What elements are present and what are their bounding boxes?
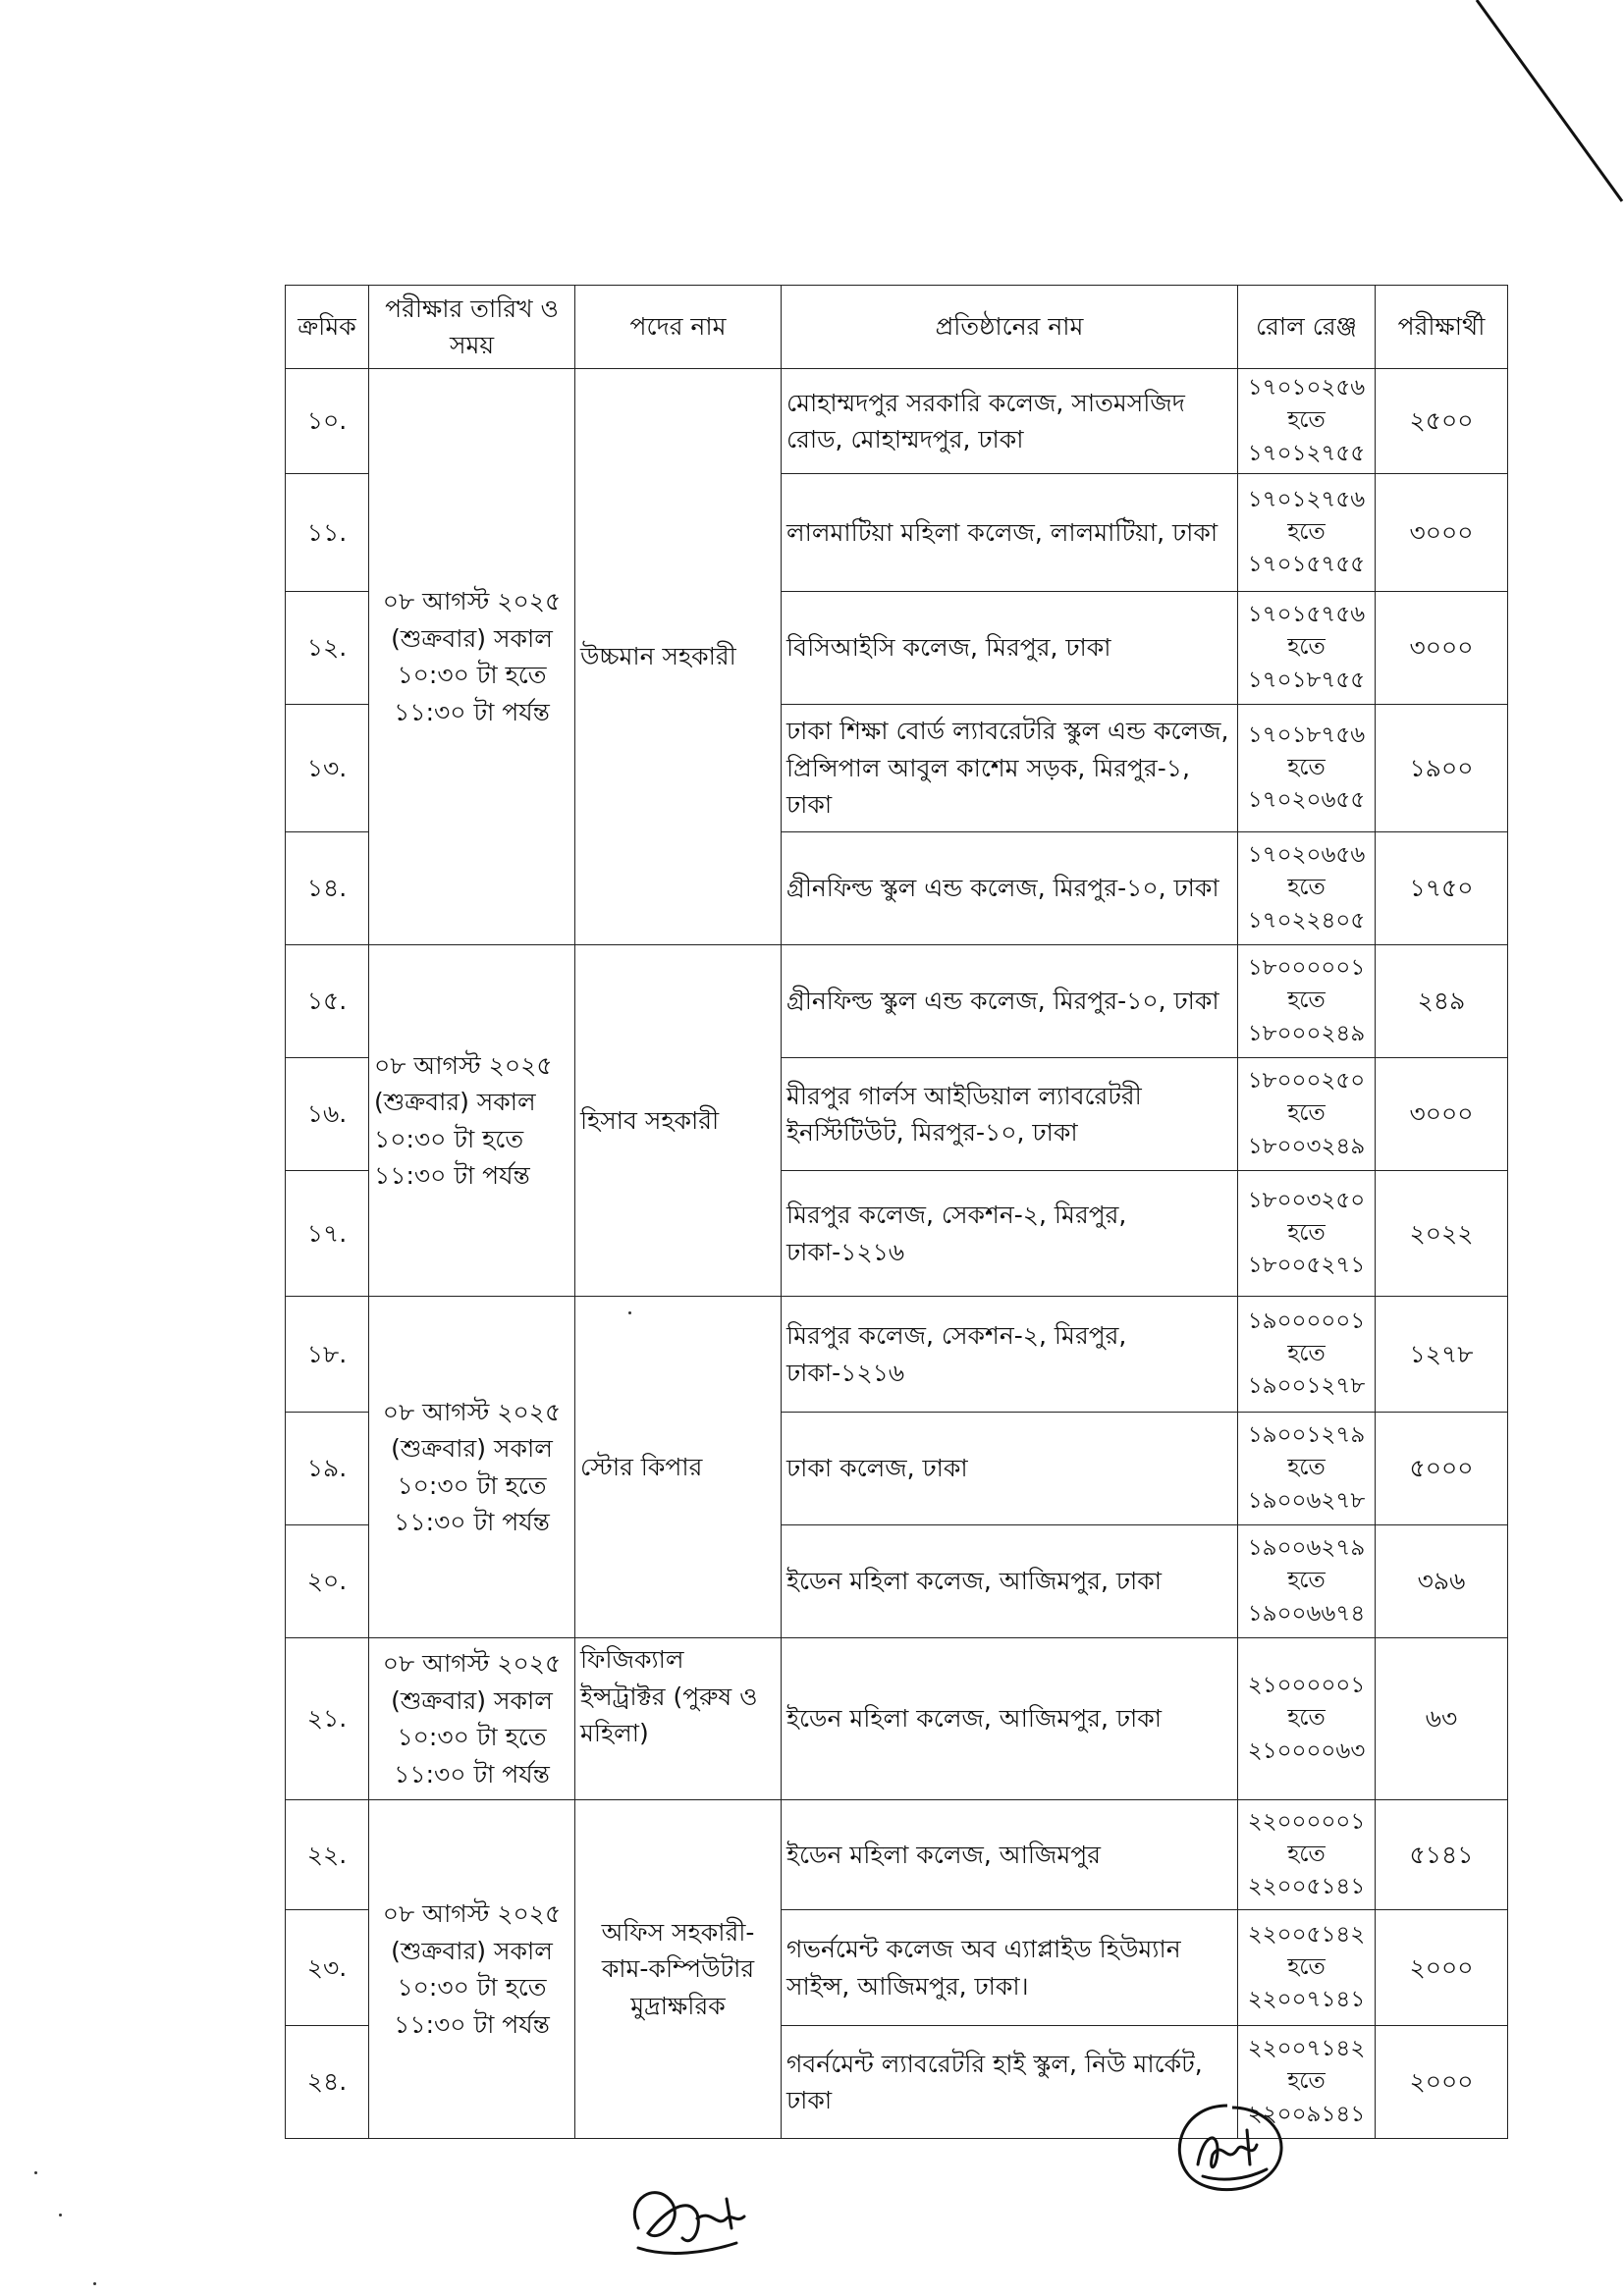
table-row bbox=[286, 1638, 1508, 1800]
range-separator: হতে bbox=[1287, 634, 1326, 661]
candidates-cell: ২০০০ bbox=[1376, 2026, 1508, 2139]
serial-cell: ১৪. bbox=[286, 832, 369, 945]
roll-to: ২১০০০০৬৩ bbox=[1247, 1737, 1366, 1764]
roll-from: ১৯০০৬২৭৯ bbox=[1247, 1535, 1366, 1562]
roll-range-cell bbox=[1238, 1525, 1376, 1638]
serial-cell: ১২. bbox=[286, 592, 369, 705]
roll-to: ১৭০১৮৭৫৫ bbox=[1247, 667, 1366, 693]
range-separator: হতে bbox=[1287, 1455, 1326, 1481]
range-separator: হতে bbox=[1287, 875, 1326, 901]
serial-cell: ১৫. bbox=[286, 945, 369, 1058]
roll-to: ২২০০৭১৪১ bbox=[1247, 1987, 1366, 2013]
institution-cell: ঢাকা শিক্ষা বোর্ড ল্যাবরেটরি স্কুল এন্ড কলেজ, প্রিন্সিপাল আবুল কাশেম সড়ক, মিরপুর-১, ঢাকা bbox=[782, 705, 1238, 832]
roll-to: ১৯০০৬২৭৮ bbox=[1247, 1487, 1366, 1514]
range-separator: হতে bbox=[1287, 1953, 1326, 1980]
table-row bbox=[286, 1297, 1508, 1413]
institution-cell: ঢাকা কলেজ, ঢাকা bbox=[782, 1413, 1238, 1525]
roll-from: ১৮০০৩২৫০ bbox=[1247, 1187, 1366, 1213]
header-candidates: পরীক্ষার্থী bbox=[1376, 286, 1508, 369]
institution-cell: ইডেন মহিলা কলেজ, আজিমপুর, ঢাকা bbox=[782, 1638, 1238, 1800]
roll-range-cell bbox=[1238, 1297, 1376, 1413]
roll-from: ২২০০৫১৪২ bbox=[1247, 1921, 1366, 1948]
scan-dot bbox=[93, 2282, 96, 2285]
header-institution: প্রতিষ্ঠানের নাম bbox=[782, 286, 1238, 369]
corner-fold-line bbox=[1467, 0, 1624, 216]
roll-range-cell bbox=[1238, 832, 1376, 945]
candidates-cell: ২০০০ bbox=[1376, 1910, 1508, 2026]
roll-range-cell bbox=[1238, 1171, 1376, 1297]
roll-from: ২২০০০০০১ bbox=[1247, 1808, 1366, 1835]
roll-range-cell bbox=[1238, 1638, 1376, 1800]
candidates-cell: ২৫০০ bbox=[1376, 369, 1508, 474]
serial-cell: ১৬. bbox=[286, 1058, 369, 1171]
institution-cell: লালমাটিয়া মহিলা কলেজ, লালমাটিয়া, ঢাকা bbox=[782, 474, 1238, 592]
serial-cell: ১৩. bbox=[286, 705, 369, 832]
institution-cell: মিরপুর কলেজ, সেকশন-২, মিরপুর, ঢাকা-১২১৬ bbox=[782, 1297, 1238, 1413]
candidates-cell: ৩০০০ bbox=[1376, 474, 1508, 592]
serial-cell: ২৪. bbox=[286, 2026, 369, 2139]
candidates-cell: ৫০০০ bbox=[1376, 1413, 1508, 1525]
candidates-cell: ১৯০০ bbox=[1376, 705, 1508, 832]
roll-to: ১৭০২০৬৫৫ bbox=[1247, 787, 1366, 814]
roll-to: ১৭০২২৪০৫ bbox=[1247, 907, 1366, 934]
roll-from: ১৭০১৫৭৫৬ bbox=[1247, 602, 1366, 628]
roll-to: ১৭০১২৭৫৫ bbox=[1247, 440, 1366, 466]
candidates-cell: ৬৩ bbox=[1376, 1638, 1508, 1800]
roll-from: ২২০০৭১৪২ bbox=[1247, 2036, 1366, 2062]
scan-dot bbox=[34, 2171, 37, 2174]
roll-from: ১৮০০০২৫০ bbox=[1247, 1068, 1366, 1095]
serial-cell: ১৭. bbox=[286, 1171, 369, 1297]
roll-to: ১৭০১৫৭৫৫ bbox=[1247, 552, 1366, 578]
table-row bbox=[286, 1800, 1508, 1910]
post-name-cell: ফিজিক্যাল ইন্সট্রাক্টর (পুরুষ ও মহিলা) bbox=[575, 1638, 782, 1800]
roll-range-cell bbox=[1238, 592, 1376, 705]
serial-cell: ২০. bbox=[286, 1525, 369, 1638]
signature-left bbox=[619, 2160, 766, 2268]
roll-to: ১৯০০১২৭৮ bbox=[1247, 1373, 1366, 1400]
institution-cell: মীরপুর গার্লস আইডিয়াল ল্যাবরেটরী ইনস্টিটিউট, মিরপুর-১০, ঢাকা bbox=[782, 1058, 1238, 1171]
roll-range-cell bbox=[1238, 945, 1376, 1058]
candidates-cell: ৩৯৬ bbox=[1376, 1525, 1508, 1638]
range-separator: হতে bbox=[1287, 988, 1326, 1014]
range-separator: হতে bbox=[1287, 407, 1326, 434]
range-separator: হতে bbox=[1287, 754, 1326, 780]
candidates-cell: ৫১৪১ bbox=[1376, 1800, 1508, 1910]
header-serial: ক্রমিক bbox=[286, 286, 369, 369]
post-name-cell: অফিস সহকারী-কাম-কম্পিউটার মুদ্রাক্ষরিক bbox=[575, 1800, 782, 2139]
scan-dot bbox=[628, 1311, 631, 1314]
table-row bbox=[286, 945, 1508, 1058]
roll-range-cell bbox=[1238, 1058, 1376, 1171]
header-post: পদের নাম bbox=[575, 286, 782, 369]
roll-to: ১৮০০০২৪৯ bbox=[1247, 1020, 1366, 1046]
candidates-cell: ৩০০০ bbox=[1376, 1058, 1508, 1171]
table-header-row bbox=[286, 286, 1508, 369]
exam-date-cell: ০৮ আগস্ট ২০২৫ (শুক্রবার) সকাল ১০:৩০ টা হতে ১১:৩০ টা পর্যন্ত bbox=[369, 1638, 575, 1800]
serial-cell: ১০. bbox=[286, 369, 369, 474]
header-roll-range: রোল রেঞ্জ bbox=[1238, 286, 1376, 369]
range-separator: হতে bbox=[1287, 1568, 1326, 1594]
serial-cell: ১৮. bbox=[286, 1297, 369, 1413]
candidates-cell: ৩০০০ bbox=[1376, 592, 1508, 705]
roll-to: ১৮০০৩২৪৯ bbox=[1247, 1133, 1366, 1159]
signature-right bbox=[1164, 2096, 1291, 2204]
exam-date-cell: ০৮ আগস্ট ২০২৫ (শুক্রবার) সকাল ১০:৩০ টা হতে ১১:৩০ টা পর্যন্ত bbox=[369, 1800, 575, 2139]
roll-from: ১৯০০০০০১ bbox=[1247, 1308, 1366, 1334]
range-separator: হতে bbox=[1287, 518, 1326, 545]
range-separator: হতে bbox=[1287, 2068, 1326, 2095]
roll-from: ১৮০০০০০১ bbox=[1247, 955, 1366, 982]
exam-date-cell: ০৮ আগস্ট ২০২৫ (শুক্রবার) সকাল ১০:৩০ টা হতে ১১:৩০ টা পর্যন্ত bbox=[369, 1297, 575, 1638]
roll-from: ১৭০১৮৭৫৬ bbox=[1247, 721, 1366, 748]
institution-cell: বিসিআইসি কলেজ, মিরপুর, ঢাকা bbox=[782, 592, 1238, 705]
institution-cell: মিরপুর কলেজ, সেকশন-২, মিরপুর, ঢাকা-১২১৬ bbox=[782, 1171, 1238, 1297]
institution-cell: ইডেন মহিলা কলেজ, আজিমপুর bbox=[782, 1800, 1238, 1910]
range-separator: হতে bbox=[1287, 1340, 1326, 1366]
post-name-cell: হিসাব সহকারী bbox=[575, 945, 782, 1297]
post-name-cell: স্টোর কিপার bbox=[575, 1297, 782, 1638]
candidates-cell: ২০২২ bbox=[1376, 1171, 1508, 1297]
roll-to: ২২০০৯১৪১ bbox=[1247, 2101, 1366, 2127]
range-separator: হতে bbox=[1287, 1705, 1326, 1732]
roll-from: ১৯০০১২৭৯ bbox=[1247, 1422, 1366, 1449]
table-row bbox=[286, 369, 1508, 474]
range-separator: হতে bbox=[1287, 1841, 1326, 1867]
roll-from: ১৭০২০৬৫৬ bbox=[1247, 842, 1366, 869]
roll-from: ১৭০১০২৫৬ bbox=[1247, 375, 1366, 400]
exam-date-cell: ০৮ আগস্ট ২০২৫ (শুক্রবার) সকাল ১০:৩০ টা হতে ১১:৩০ টা পর্যন্ত bbox=[369, 369, 575, 945]
roll-range-cell bbox=[1238, 705, 1376, 832]
serial-cell: ২৩. bbox=[286, 1910, 369, 2026]
institution-cell: গ্রীনফিল্ড স্কুল এন্ড কলেজ, মিরপুর-১০, ঢাকা bbox=[782, 945, 1238, 1058]
institution-cell: ইডেন মহিলা কলেজ, আজিমপুর, ঢাকা bbox=[782, 1525, 1238, 1638]
roll-from: ১৭০১২৭৫৬ bbox=[1247, 486, 1366, 512]
serial-cell: ২১. bbox=[286, 1638, 369, 1800]
candidates-cell: ১৭৫০ bbox=[1376, 832, 1508, 945]
post-name-cell: উচ্চমান সহকারী bbox=[575, 369, 782, 945]
serial-cell: ২২. bbox=[286, 1800, 369, 1910]
roll-to: ২২০০৫১৪১ bbox=[1247, 1874, 1366, 1900]
roll-to: ১৯০০৬৬৭৪ bbox=[1247, 1600, 1366, 1627]
header-date: পরীক্ষার তারিখ ও সময় bbox=[369, 286, 575, 369]
candidates-cell: ২৪৯ bbox=[1376, 945, 1508, 1058]
exam-schedule-table bbox=[285, 285, 1508, 2139]
serial-cell: ১১. bbox=[286, 474, 369, 592]
range-separator: হতে bbox=[1287, 1100, 1326, 1127]
roll-range-cell bbox=[1238, 1910, 1376, 2026]
roll-range-cell bbox=[1238, 369, 1376, 474]
roll-range-cell bbox=[1238, 474, 1376, 592]
range-separator: হতে bbox=[1287, 1219, 1326, 1246]
institution-cell: গভর্নমেন্ট কলেজ অব এ্যাপ্লাইড হিউম্যান সাইন্স, আজিমপুর, ঢাকা। bbox=[782, 1910, 1238, 2026]
scan-dot bbox=[59, 2214, 62, 2216]
institution-cell: গ্রীনফিল্ড স্কুল এন্ড কলেজ, মিরপুর-১০, ঢাকা bbox=[782, 832, 1238, 945]
institution-cell: মোহাম্মদপুর সরকারি কলেজ, সাতমসজিদ রোড, মোহাম্মদপুর, ঢাকা bbox=[782, 369, 1238, 474]
roll-range-cell bbox=[1238, 1413, 1376, 1525]
roll-range-cell bbox=[1238, 1800, 1376, 1910]
candidates-cell: ১২৭৮ bbox=[1376, 1297, 1508, 1413]
institution-cell: গবর্নমেন্ট ল্যাবরেটরি হাই স্কুল, নিউ মার্কেট, ঢাকা bbox=[782, 2026, 1238, 2139]
roll-to: ১৮০০৫২৭১ bbox=[1247, 1253, 1366, 1279]
roll-from: ২১০০০০০১ bbox=[1247, 1673, 1366, 1699]
exam-date-cell: ০৮ আগস্ট ২০২৫ (শুক্রবার) সকাল ১০:৩০ টা হতে ১১:৩০ টা পর্যন্ত bbox=[369, 945, 575, 1297]
serial-cell: ১৯. bbox=[286, 1413, 369, 1525]
